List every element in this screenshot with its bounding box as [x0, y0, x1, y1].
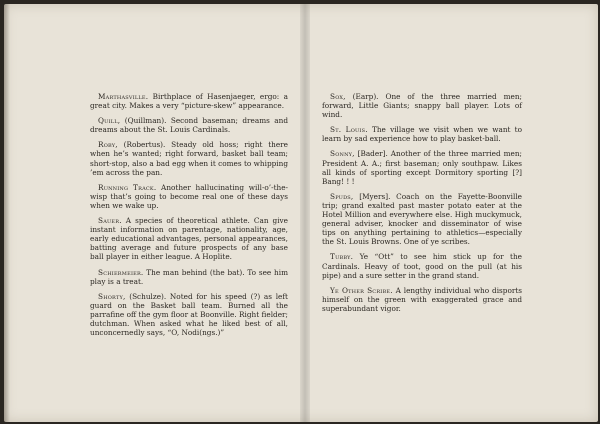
entry-text: Birthplace of Hasenjaeger, ergo: a great city. Makes a very “picture-skew” appearance.: [90, 92, 288, 111]
entry-text: (Robertus). Steady old hoss; right there when he’s wanted; right forward, basket ball team; short-stop, also a bad egg when it comes to whipping ’em across the pan.: [90, 140, 288, 177]
entry-text: (Schulze). Noted for his speed (?) as left guard on the Basket ball team. Burned all the parrafine off the gym floor at Boonville. Right fielder; dutchman. When asked what he liked best of all, unconcernedly says, “O, Nodi(ngs.)”: [90, 291, 288, 338]
entry-text: (Quillman). Second baseman; dreams and dreams about the St. Louis Cardinals.: [90, 116, 288, 135]
entry-heading: Schiermeier.: [98, 267, 144, 277]
book-gutter: [300, 4, 310, 422]
entry-text: [Bader]. Another of the three married men; President A. A.; first baseman; only southpaw. Likes all kinds of sporting except Dormitory sporting [?] Bang! ! !: [322, 149, 522, 186]
entry-heading: Spuds,: [330, 191, 354, 201]
entry-text: A species of theoretical athlete. Can give instant information on parentage, nationality, age, early educational advantages, personal appearances, batting average and future prospects of any base ball player in either league. A Hoplite.: [90, 216, 288, 262]
entry-heading: Sonny,: [330, 149, 355, 159]
left-page-column: [90, 92, 288, 343]
entry-heading: Running Track.: [98, 182, 157, 192]
book-spread: [4, 4, 598, 422]
entry-roby: [90, 140, 288, 176]
entry-spuds: [322, 192, 522, 247]
entry-heading: Shorty,: [98, 291, 126, 301]
entry-sauer: [90, 216, 288, 261]
entry-heading: Ye Other Scribe.: [330, 285, 393, 295]
entry-heading: Tubby.: [330, 252, 354, 262]
entry-heading: Quill,: [98, 116, 121, 126]
page-edge-shadow: [4, 4, 10, 422]
entry-heading: Marthasville.: [98, 92, 149, 101]
entry-text: [Myers]. Coach on the Fayette-Boonville trip; grand exalted past master potato eater at the Hotel Million and everywhere else. High muckymuck, general adviser, knocker and disseminator of wise tips on anything pertaining to athletics—especially the St. Louis Browns. One of ye scribes.: [322, 191, 522, 247]
entry-heading: Roby,: [98, 140, 118, 150]
entry-text: A lengthy individual who disports himself on the green with exaggerated grace and superabundant vigor.: [322, 285, 522, 313]
entry-sox: [322, 92, 522, 119]
entry-tubby: [322, 252, 522, 279]
entry-schiermeier: [90, 268, 288, 286]
entry-heading: St. Louis.: [330, 125, 368, 135]
entry-shorty: [90, 292, 288, 337]
entry-text: The village we visit when we want to learn by sad experience how to play basket-ball.: [322, 125, 523, 144]
entry-quill: [90, 116, 288, 134]
entry-text: (Earp). One of the three married men; forward, Little Giants; snappy ball player. Lots of wind.: [322, 92, 522, 120]
entry-text: The man behind (the bat). To see him play is a treat.: [90, 267, 288, 286]
entry-ye-other-scribe: [322, 286, 522, 313]
entry-st-louis: [322, 125, 522, 143]
entry-text: Ye “Ott” to see him stick up for the Cardinals. Heavy of toot, good on the pull (at his pipe) and a sure setter in the grand stand.: [322, 252, 522, 280]
entry-heading: Sox,: [330, 92, 346, 101]
entry-sonny: [322, 149, 522, 185]
entry-heading: Sauer.: [98, 216, 122, 226]
entry-running-track: [90, 183, 288, 210]
entry-text: Another hallucinating will-o’-the-wisp that’s going to become real one of these days when we wake up.: [90, 182, 288, 210]
right-page-column: [322, 92, 522, 319]
entry-marthasville: [90, 92, 288, 110]
